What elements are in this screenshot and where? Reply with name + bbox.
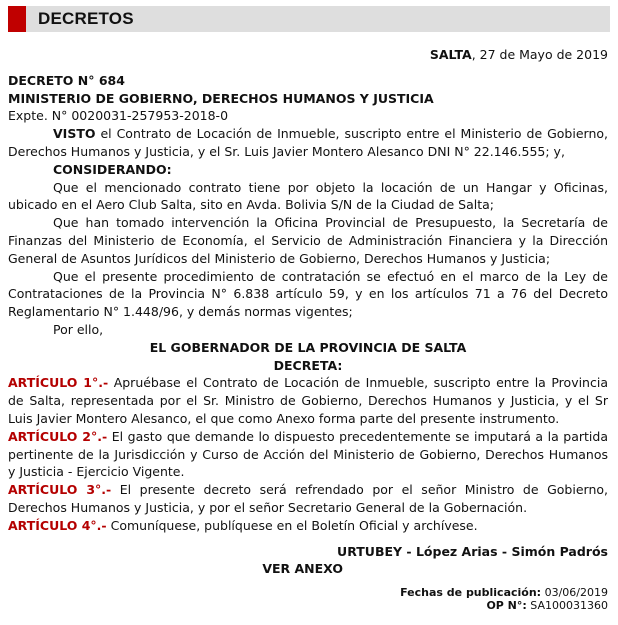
date-line xyxy=(8,46,608,64)
signatories: URTUBEY - López Arias - Simón Padrós xyxy=(337,543,608,559)
visto-text: el Contrato de Locación de Inmueble, suscripto entre el Ministerio de Gobierno, Derechos Humanos y Justicia, y el Sr. Luis Javier Montero Alesanco DNI N° 22.146.555; y, xyxy=(8,126,608,159)
expedient-number: Expte. N° 0020031-257953-2018-0 xyxy=(8,108,229,124)
publication-value: 03/06/2019 xyxy=(541,586,608,600)
article-text: Apruébase el Contrato de Locación de Inmueble, suscripto entre la Provincia de Salta, representada por el Sr. Ministro de Gobierno, Derechos Humanos y Justicia, y el Sr Luis Javier Montero Alesanco, el que como Anexo forma parte del presente instrumento. xyxy=(8,375,608,426)
ver-anexo-link[interactable]: VER ANEXO xyxy=(262,561,343,577)
op-value: SA100031360 xyxy=(526,599,608,613)
article-label: ARTÍCULO 3°.- xyxy=(8,482,112,498)
decree-number: DECRETO N° 684 xyxy=(8,72,125,88)
considerando-heading: CONSIDERANDO: xyxy=(53,161,172,177)
governor-heading: EL GOBERNADOR DE LA PROVINCIA DE SALTA xyxy=(149,339,467,355)
consideration-paragraph: Que el mencionado contrato tiene por objeto la locación de un Hangar y Oficinas, ubicado en el Aero Club Salta, sito en Avda. Bolivia S/N de la Ciudad de Salta; xyxy=(8,179,608,213)
article-label: ARTÍCULO 2°.- xyxy=(8,428,108,444)
article-3 xyxy=(8,481,608,517)
ministry-name: MINISTERIO DE GOBIERNO, DERECHOS HUMANOS Y JUSTICIA xyxy=(8,90,434,106)
header-accent-bar xyxy=(8,6,26,32)
decreta-heading: DECRETA: xyxy=(273,357,343,373)
consideration-closing: Por ello, xyxy=(53,321,104,337)
consideration-paragraph: Que el presente procedimiento de contratación se efectuó en el marco de la Ley de Contrataciones de la Provincia N° 6.838 artículo 59, y en los artículos 71 a 76 del Decreto Reglamentario N° 1.448/96, y demás normas vigentes; xyxy=(8,268,608,320)
article-4 xyxy=(8,517,608,535)
article-text: El gasto que demande lo dispuesto precedentemente se imputará a la partida pertinente de la Jurisdicción y Curso de Acción del Ministerio de Gobierno, Derechos Humanos y Justicia - Ejercicio Vigente. xyxy=(8,428,608,480)
section-title: DECRETOS xyxy=(38,9,134,28)
decree-document xyxy=(8,46,608,612)
place: SALTA xyxy=(429,47,472,62)
op-number xyxy=(8,599,608,612)
article-1 xyxy=(8,374,608,427)
publication-dates xyxy=(8,586,608,599)
consideration-paragraph: Que han tomado intervención la Oficina Provincial de Presupuesto, la Secretaría de Finanzas del Ministerio de Economía, el Servicio de Administración Financiera y la Dirección General de Asuntos Jurídicos del Ministerio de Gobierno, Derechos Humanos y Justicia; xyxy=(8,215,608,266)
article-text: El presente decreto será refrendado por el señor Ministro de Gobierno, Derechos Humanos y Justicia, y por el señor Secretario General de la Gobernación. xyxy=(8,482,608,515)
publication-label: Fechas de publicación: xyxy=(400,586,542,600)
section-header xyxy=(8,6,610,32)
visto-paragraph xyxy=(8,125,608,161)
article-2 xyxy=(8,428,608,481)
date: , 27 de Mayo de 2019 xyxy=(471,47,608,62)
article-text: Comuníquese, publíquese en el Boletín Oficial y archívese. xyxy=(106,517,478,533)
op-label: OP N°: xyxy=(486,599,527,613)
visto-label: VISTO xyxy=(53,126,96,142)
article-label: ARTÍCULO 1°.- xyxy=(8,375,109,391)
article-label: ARTÍCULO 4°.- xyxy=(8,517,107,533)
